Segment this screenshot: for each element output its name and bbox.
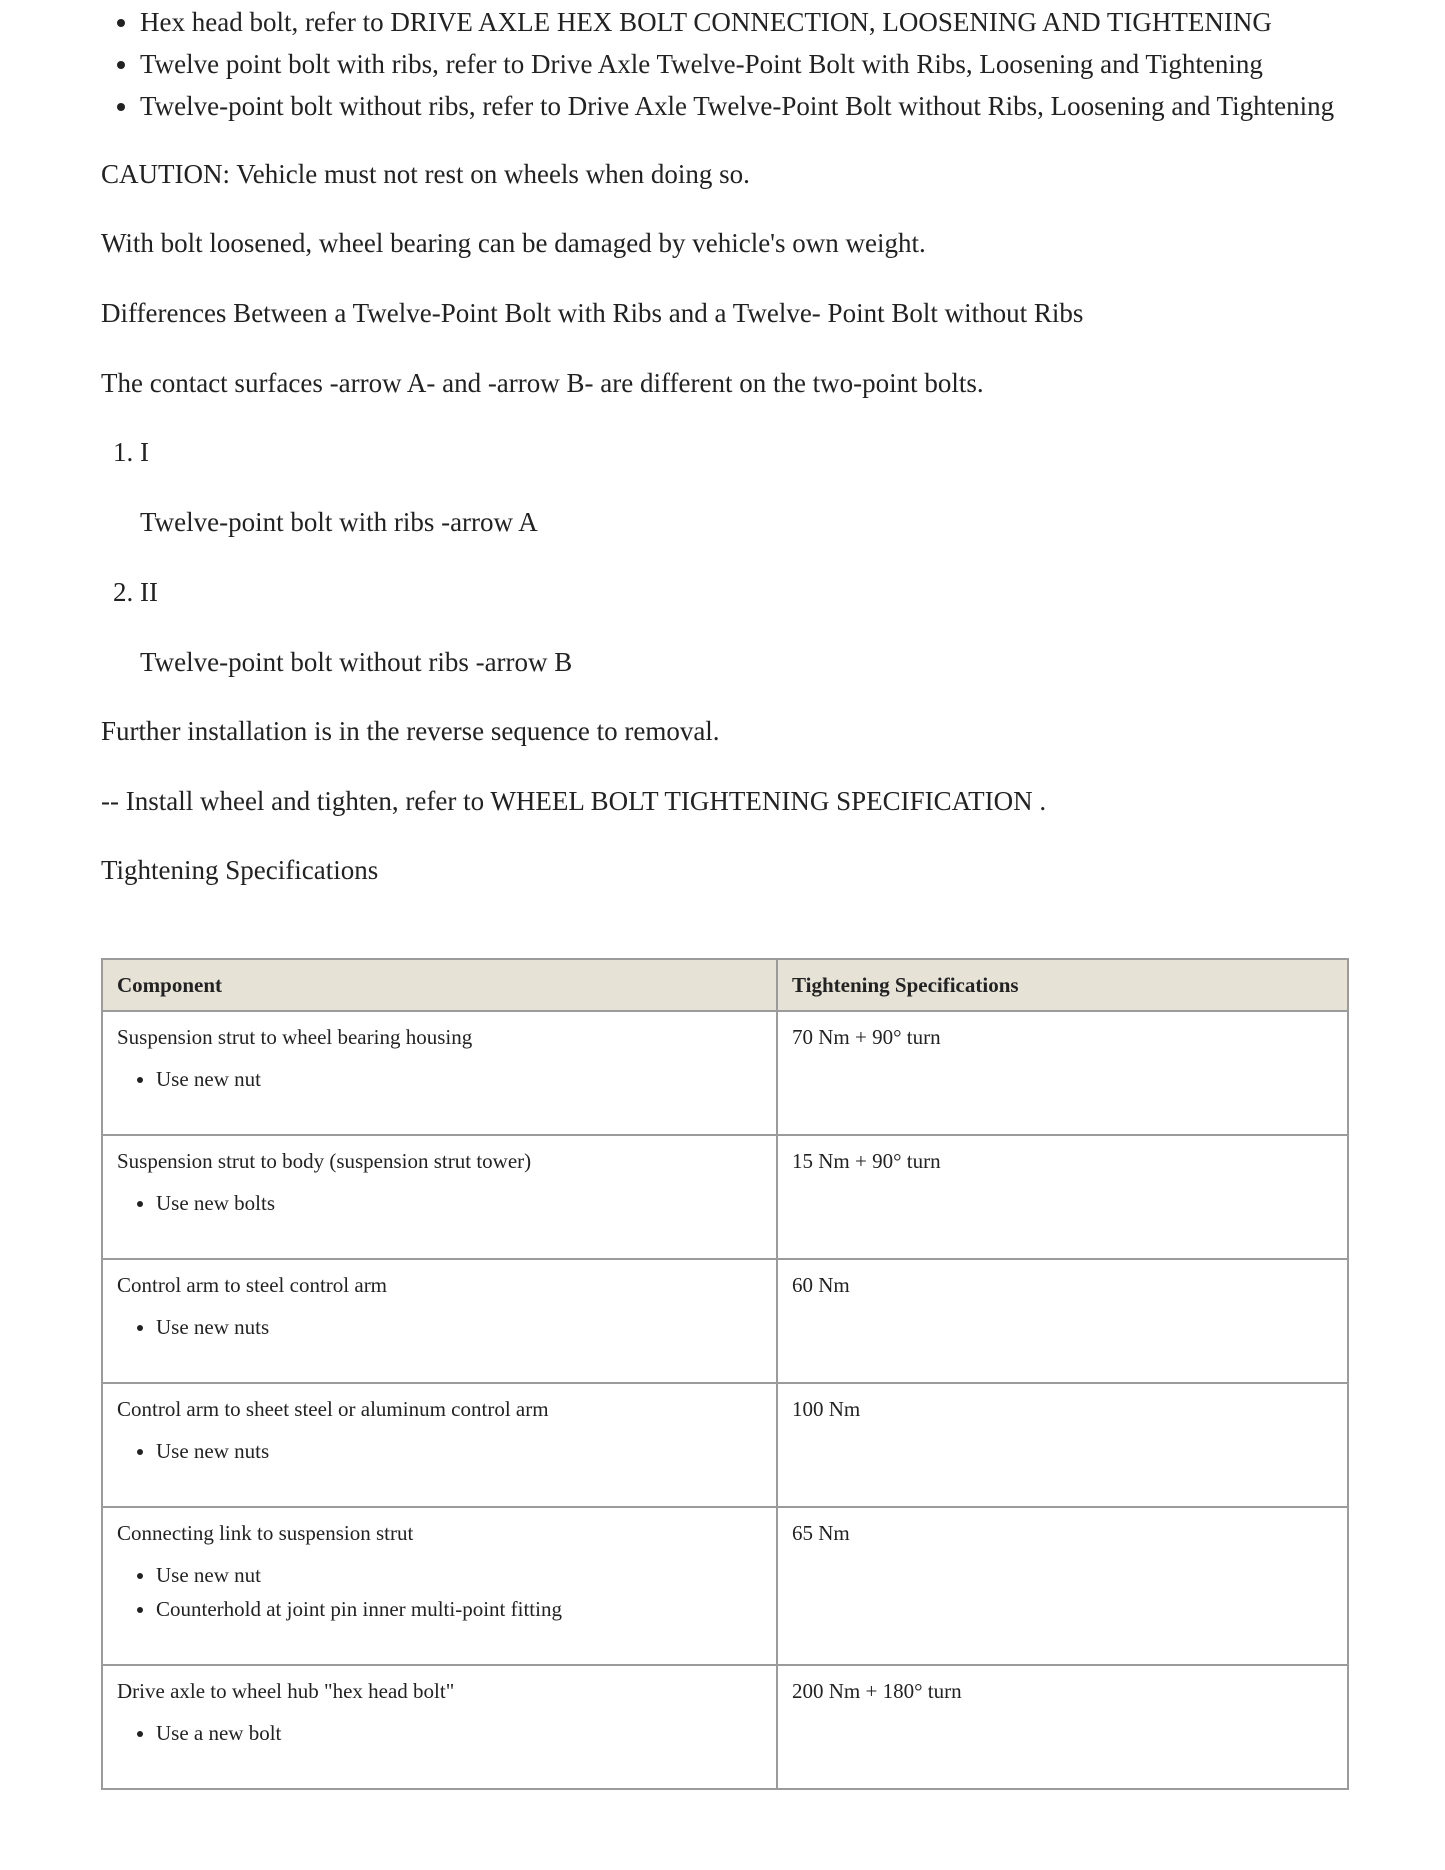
contact-surfaces-paragraph: The contact surfaces -arrow A- and -arrow B- are different on the two-point bolts. [101, 368, 984, 398]
component-cell [102, 1011, 777, 1135]
component-cell [102, 1383, 777, 1507]
note-item: • Use a new bolt [156, 1716, 762, 1750]
table-header-spec: Tightening Specifications [777, 959, 1348, 1011]
note-item: • Use new nut [156, 1558, 762, 1592]
component-cell [102, 1135, 777, 1259]
spec-cell: 70 Nm + 90° turn [777, 1011, 1348, 1135]
table-row [102, 1259, 1348, 1383]
step-label: 1. I [140, 437, 149, 467]
component-cell [102, 1665, 777, 1789]
step-text: Twelve-point bolt with ribs -arrow A [140, 507, 538, 537]
spec-cell: 200 Nm + 180° turn [777, 1665, 1348, 1789]
bolt-comparison-list [101, 432, 1351, 682]
list-item-text: Twelve point bolt with ribs, refer to Drive Axle Twelve-Point Bolt with Ribs, Loosening and Tightening [140, 49, 1263, 79]
component-text: Control arm to steel control arm [117, 1273, 388, 1297]
note-item: • Counterhold at joint pin inner multi-point fitting [156, 1592, 762, 1626]
list-item-text: Hex head bolt, refer to DRIVE AXLE HEX BOLT CONNECTION, LOOSENING AND TIGHTENING [140, 7, 1272, 37]
note-item: • Use new nuts [156, 1434, 762, 1468]
step-label: 2. II [140, 577, 158, 607]
component-notes [117, 1434, 762, 1468]
note-item: • Use new nut [156, 1062, 762, 1096]
component-text: Drive axle to wheel hub "hex head bolt" [117, 1679, 455, 1703]
note-item: • Use new bolts [156, 1186, 762, 1220]
bearing-warning-paragraph: With bolt loosened, wheel bearing can be damaged by vehicle's own weight. [101, 228, 926, 258]
install-wheel-paragraph: -- Install wheel and tighten, refer to WHEEL BOLT TIGHTENING SPECIFICATION . [101, 786, 1047, 816]
table-row [102, 1135, 1348, 1259]
spec-cell: 65 Nm [777, 1507, 1348, 1665]
caution-paragraph: CAUTION: Vehicle must not rest on wheels when doing so. [101, 159, 750, 189]
list-item [140, 2, 1351, 42]
document-content [101, 0, 1351, 890]
table-row [102, 1665, 1348, 1789]
table-header-component: Component [102, 959, 777, 1011]
note-item: • Use new nuts [156, 1310, 762, 1344]
table-header-row [102, 959, 1348, 1011]
component-notes [117, 1186, 762, 1220]
table-row [102, 1011, 1348, 1135]
component-text: Connecting link to suspension strut [117, 1521, 414, 1545]
list-item-text: Twelve-point bolt without ribs, refer to Drive Axle Twelve-Point Bolt without Ribs, Loosening and Tightening [140, 91, 1335, 121]
list-item [140, 44, 1351, 84]
component-notes [117, 1310, 762, 1344]
step-text: Twelve-point bolt without ribs -arrow B [140, 647, 573, 677]
component-cell [102, 1507, 777, 1665]
spec-cell: 15 Nm + 90° turn [777, 1135, 1348, 1259]
bolt-type-list [101, 2, 1351, 126]
tightening-specs-heading: Tightening Specifications [101, 855, 379, 885]
component-text: Suspension strut to body (suspension strut tower) [117, 1149, 532, 1173]
component-cell [102, 1259, 777, 1383]
spec-cell: 60 Nm [777, 1259, 1348, 1383]
table-row [102, 1507, 1348, 1665]
list-item [140, 86, 1351, 126]
differences-heading: Differences Between a Twelve-Point Bolt with Ribs and a Twelve- Point Bolt without Ribs [101, 298, 1084, 328]
list-item [140, 432, 1351, 542]
component-text: Suspension strut to wheel bearing housing [117, 1025, 473, 1049]
spec-cell: 100 Nm [777, 1383, 1348, 1507]
component-text: Control arm to sheet steel or aluminum control arm [117, 1397, 549, 1421]
component-notes [117, 1716, 762, 1750]
further-installation-paragraph: Further installation is in the reverse sequence to removal. [101, 716, 720, 746]
list-item [140, 572, 1351, 682]
component-notes [117, 1558, 762, 1626]
component-notes [117, 1062, 762, 1096]
table-row [102, 1383, 1348, 1507]
tightening-spec-table [101, 958, 1349, 1790]
